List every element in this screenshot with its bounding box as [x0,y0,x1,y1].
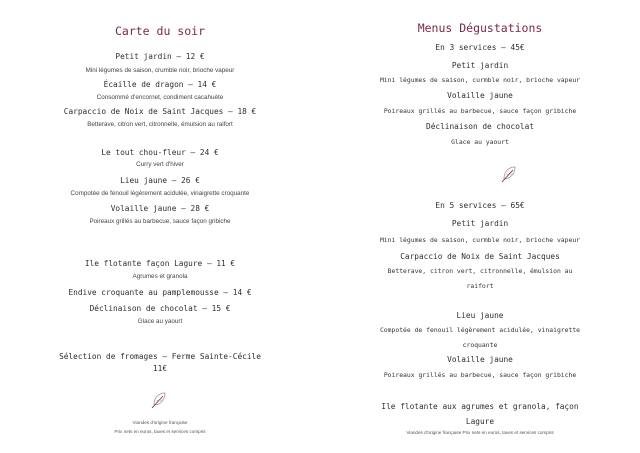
left-page-title: Carte du soir [114,24,205,38]
menu-item-description: Betterave, citron vert, citronnelle, émulsion au raifort [87,121,233,128]
menu-item-dish: Écaille de dragon – 14 € [103,80,217,89]
menu3-line: Poireaux grillés au barbecue, sauce façon gribiche [383,107,577,115]
menu5-line: Ile flotante aux agrumes et granola, façon [381,402,579,411]
cheese-selection: Sélection de fromages – Ferme Sainte-Cécile [59,352,261,361]
menu5-line: Mini légumes de saison, curmble noir, brioche vapeur [379,236,581,244]
menu5-line: croquante [462,341,498,349]
menu5-line: Lieu jaune [456,311,504,320]
footer-origin-prices: Viandes d'origine française Prix nets en euros, taxes et services compris [406,430,554,435]
menu3-heading: En 3 services – 45€ [435,43,525,52]
cheese-price: 11€ [152,364,168,373]
footer-prices: Prix nets en euros, taxes et services compris [114,429,206,434]
menu5-line: Compotée de fenouil légèrement acidulée, vinaigrette [379,326,581,334]
menu-item-dish: Carpaccio de Noix de Saint Jacques – 18 € [63,107,257,116]
right-page-title: Menus Dégustations [417,21,543,35]
menu-item-description: Mini légumes de saison, crumble noir, brioche vapeur [85,67,235,74]
menu-item-description: Poireaux grillés au barbecue, sauce façon gribiche [89,218,231,225]
footer-origin: Viandes d'origine française [132,420,188,425]
menu5-line: Poireaux grillés au barbecue, sauce façon gribiche [383,371,577,379]
menu-item-dish: Ile flotante façon Lagure – 11 € [84,259,236,268]
menu3-line: Mini légumes de saison, curmble noir, brioche vapeur [379,76,581,84]
menu5-line: Betterave, citron vert, citronnelle, émulsion au [387,267,573,275]
right-page-menus-degustations [320,0,640,453]
menu5-line: Carpaccio de Noix de Saint Jacques [400,252,560,261]
menu5-line: Volaille jaune [447,355,513,364]
menu5-line: raifort [466,282,494,290]
menu5-heading: En 5 services – 65€ [435,201,525,210]
menu3-line: Déclinaison de chocolat [426,122,534,131]
menu3-line: Volaille jaune [447,91,513,100]
menu5-line: Petit jardin [451,219,509,228]
menu-item-dish: Volaille jaune – 28 € [110,204,210,213]
menu-item-description: Glace au yaourt [137,318,183,325]
menu-item-description: Compotée de fenouil légèrement acidulée, vinaigrette croquante [70,190,250,197]
menu-item-dish: Déclinaison de chocolat – 15 € [89,304,231,313]
leaf-logo-icon [148,389,170,411]
menu5-line: Lagure [465,417,495,426]
menu3-line: Glace au yaourt [451,138,509,146]
menu-item-dish: Petit jardin – 12 € [115,52,205,61]
menu-item-dish: Le tout chou-fleur – 24 € [101,148,219,157]
menu-item-description: Agrumes et granola [132,273,188,280]
menu3-line: Petit jardin [451,61,509,70]
menu-item-dish: Endive croquante au pamplemousse – 14 € [68,288,252,297]
menu-item-description: Consommé d'encornet, condiment cacahuète [96,94,224,101]
leaf-logo-icon [498,163,520,185]
menu-item-dish: Lieu jaune – 26 € [120,176,200,185]
menu-item-description: Curry vert d'hiver [136,161,184,168]
